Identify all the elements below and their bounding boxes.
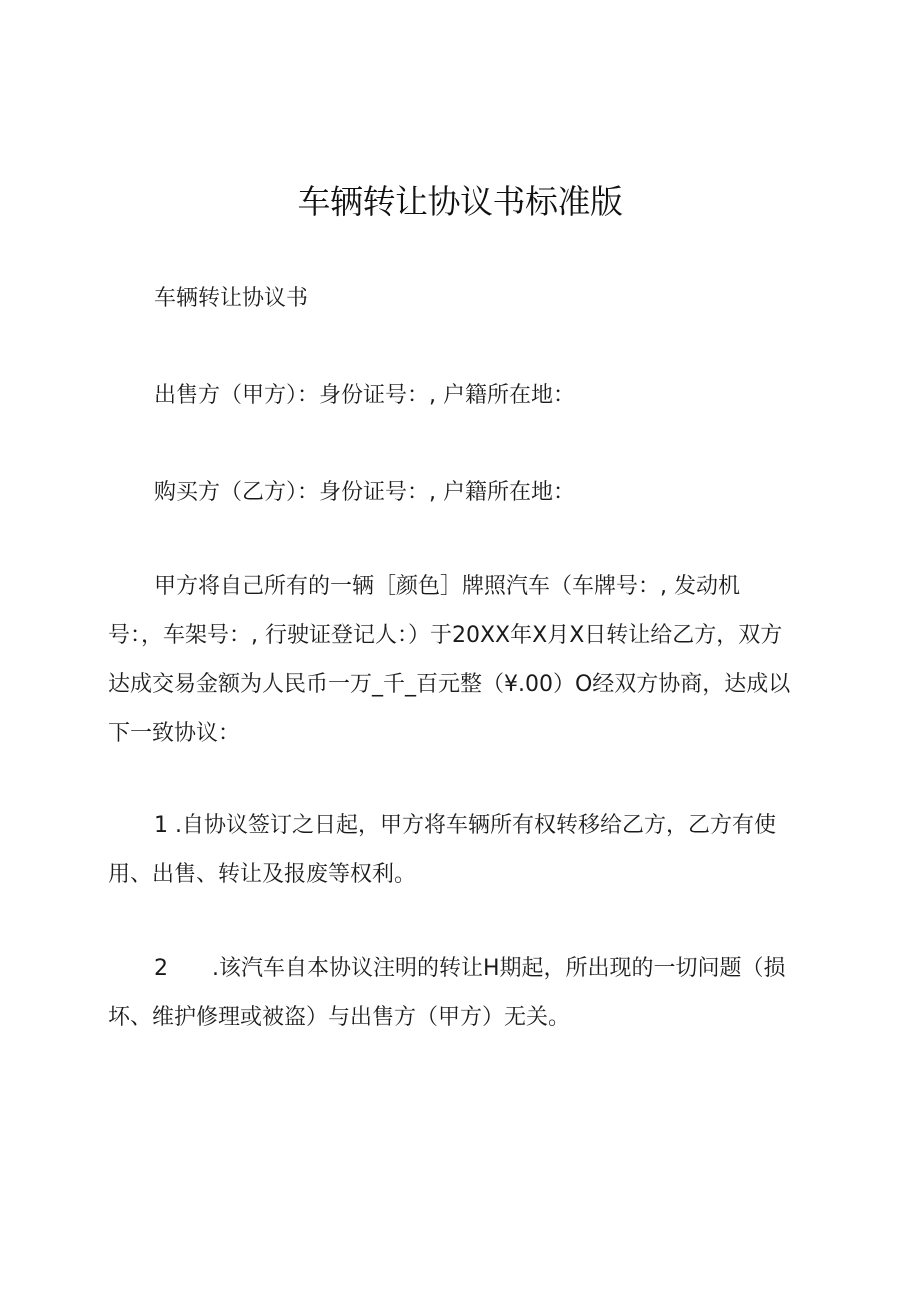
buyer-paragraph bbox=[108, 468, 820, 517]
agreement-heading bbox=[108, 274, 820, 323]
intro-paragraph bbox=[108, 562, 820, 758]
buyer-line: 购买方（乙方）：身份证号：, 户籍所在地： bbox=[154, 480, 575, 505]
seller-paragraph bbox=[108, 371, 820, 420]
intro-line: 甲方将自己所有的一辆［颜色］牌照汽车（车牌号：, 发动机 bbox=[154, 574, 740, 599]
intro-line: 达成交易金额为人民币一万_千_百元整（¥.00）O经双方协商，达成以 bbox=[108, 672, 791, 697]
seller-line: 出售方（甲方）：身份证号：, 户籍所在地： bbox=[154, 383, 575, 408]
document-title: 车辆转让协议书标准版 bbox=[297, 182, 623, 221]
clause-2-line: 坏、维护修理或被盗）与出售方（甲方）无关。 bbox=[108, 1005, 571, 1030]
clause-1-paragraph bbox=[108, 801, 820, 899]
clause-2-paragraph bbox=[108, 944, 820, 1042]
intro-line: 下一致协议： bbox=[108, 721, 241, 746]
clause-1-line: 1 .自协议签订之日起，甲方将车辆所有权转移给乙方，乙方有使 bbox=[154, 813, 776, 838]
intro-line: 号：，车架号：, 行驶证登记人：）于20XX年X月X日转让给乙方，双方 bbox=[108, 623, 783, 648]
agreement-heading-text: 车辆转让协议书 bbox=[154, 286, 309, 311]
clause-2-line: 2 .该汽车自本协议注明的转让H期起，所出现的一切问题（损 bbox=[154, 956, 786, 981]
clause-1-line: 用、出售、转让及报废等权利。 bbox=[108, 862, 417, 887]
